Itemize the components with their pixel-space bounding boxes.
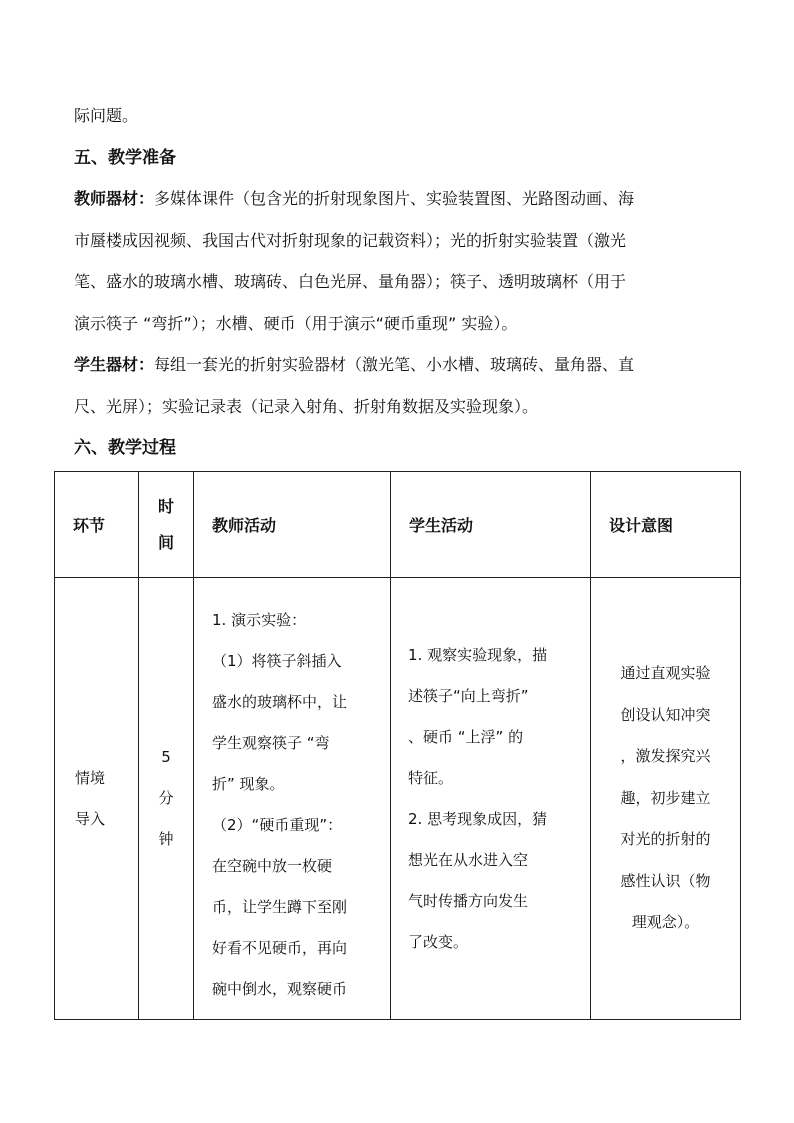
cell-line: 特征。 — [408, 768, 454, 787]
cell-line: 通过直观实验 — [620, 664, 711, 683]
cell-line: 钟 — [158, 830, 174, 848]
cell-line: 碗中倒水，观察硬币 — [212, 980, 348, 998]
cell-line: （2）“硬币重现”： — [212, 816, 343, 834]
teacher-materials-line-1 — [74, 189, 634, 209]
cell-time — [139, 578, 194, 1020]
cell-design-intent — [591, 578, 741, 1020]
student-materials-text: 每组一套光的折射实验器材（激光笔、小水槽、玻璃砖、量角器、直 — [154, 355, 635, 374]
cell-line: 好看不见硬币，再向 — [212, 939, 348, 957]
cell-line: 对光的折射的 — [620, 830, 711, 849]
header-time-2: 间 — [157, 532, 174, 552]
cell-line: 1. 观察实验现象，描 — [408, 645, 548, 664]
cell-line: 想光在从水进入空 — [408, 850, 529, 869]
teacher-materials-text: 多媒体课件（包含光的折射现象图片、实验装置图、光路图动画、海 — [154, 189, 635, 208]
teacher-materials-line-4: 演示筷子 “弯折”）；水槽、硬币（用于演示“硬币重现” 实验）。 — [74, 314, 518, 333]
teacher-materials-line-3: 笔、盛水的玻璃水槽、玻璃砖、白色光屏、量角器）；筷子、透明玻璃杯（用于 — [74, 272, 627, 291]
cell-stage — [55, 578, 139, 1020]
cell-line: 在空碗中放一枚硬 — [212, 857, 333, 875]
header-design-intent: 设计意图 — [591, 472, 741, 578]
cell-line: 折” 现象。 — [212, 775, 285, 793]
header-time-1: 时 — [157, 496, 174, 516]
teacher-materials-line-2: 市蜃楼成因视频、我国古代对折射现象的记载资料）；光的折射实验装置（激光 — [74, 231, 627, 250]
table-row — [55, 578, 741, 1020]
cell-line: 学生观察筷子 “弯 — [212, 734, 330, 752]
cell-line: 币，让学生蹲下至刚 — [212, 898, 348, 916]
text-line: 际问题。 — [74, 106, 139, 125]
header-time — [139, 472, 194, 578]
student-materials-line-1 — [74, 355, 634, 375]
cell-line: 情境 — [75, 768, 106, 787]
cell-line: 5 — [161, 748, 171, 766]
header-teacher-activity: 教师活动 — [194, 472, 391, 578]
header-student-activity: 学生活动 — [391, 472, 591, 578]
cell-student-activity — [391, 578, 591, 1020]
cell-line: 2. 思考现象成因，猜 — [408, 809, 548, 828]
cell-line: 导入 — [75, 809, 106, 828]
cell-line: 创设认知冲突 — [620, 705, 711, 724]
student-materials-label: 学生器材： — [74, 355, 155, 374]
cell-teacher-activity — [194, 578, 391, 1020]
cell-line: 理观念）。 — [631, 913, 700, 932]
cell-line: 、硬币 “上浮” 的 — [408, 727, 524, 746]
header-stage: 环节 — [55, 472, 139, 578]
cell-line: 了改变。 — [408, 932, 469, 951]
section-heading-6: 六、教学过程 — [74, 438, 176, 458]
cell-line: 述筷子“向上弯折” — [408, 686, 529, 705]
teaching-process-table — [54, 471, 741, 1020]
cell-line: 1. 演示实验： — [212, 611, 307, 629]
cell-line: 感性认识（物 — [620, 871, 711, 890]
student-materials-line-2: 尺、光屏）；实验记录表（记录入射角、折射角数据及实验现象）。 — [74, 397, 539, 416]
cell-line: ，激发探究兴 — [620, 747, 711, 766]
cell-line: 气时传播方向发生 — [408, 891, 529, 910]
cell-line: 分 — [158, 789, 174, 807]
cell-line: （1）将筷子斜插入 — [212, 652, 342, 670]
cell-line: 趣，初步建立 — [620, 788, 711, 807]
cell-line: 盛水的玻璃杯中，让 — [212, 693, 348, 711]
section-heading-5: 五、教学准备 — [74, 148, 176, 168]
teacher-materials-label: 教师器材： — [74, 189, 155, 208]
table-header-row — [55, 472, 741, 578]
